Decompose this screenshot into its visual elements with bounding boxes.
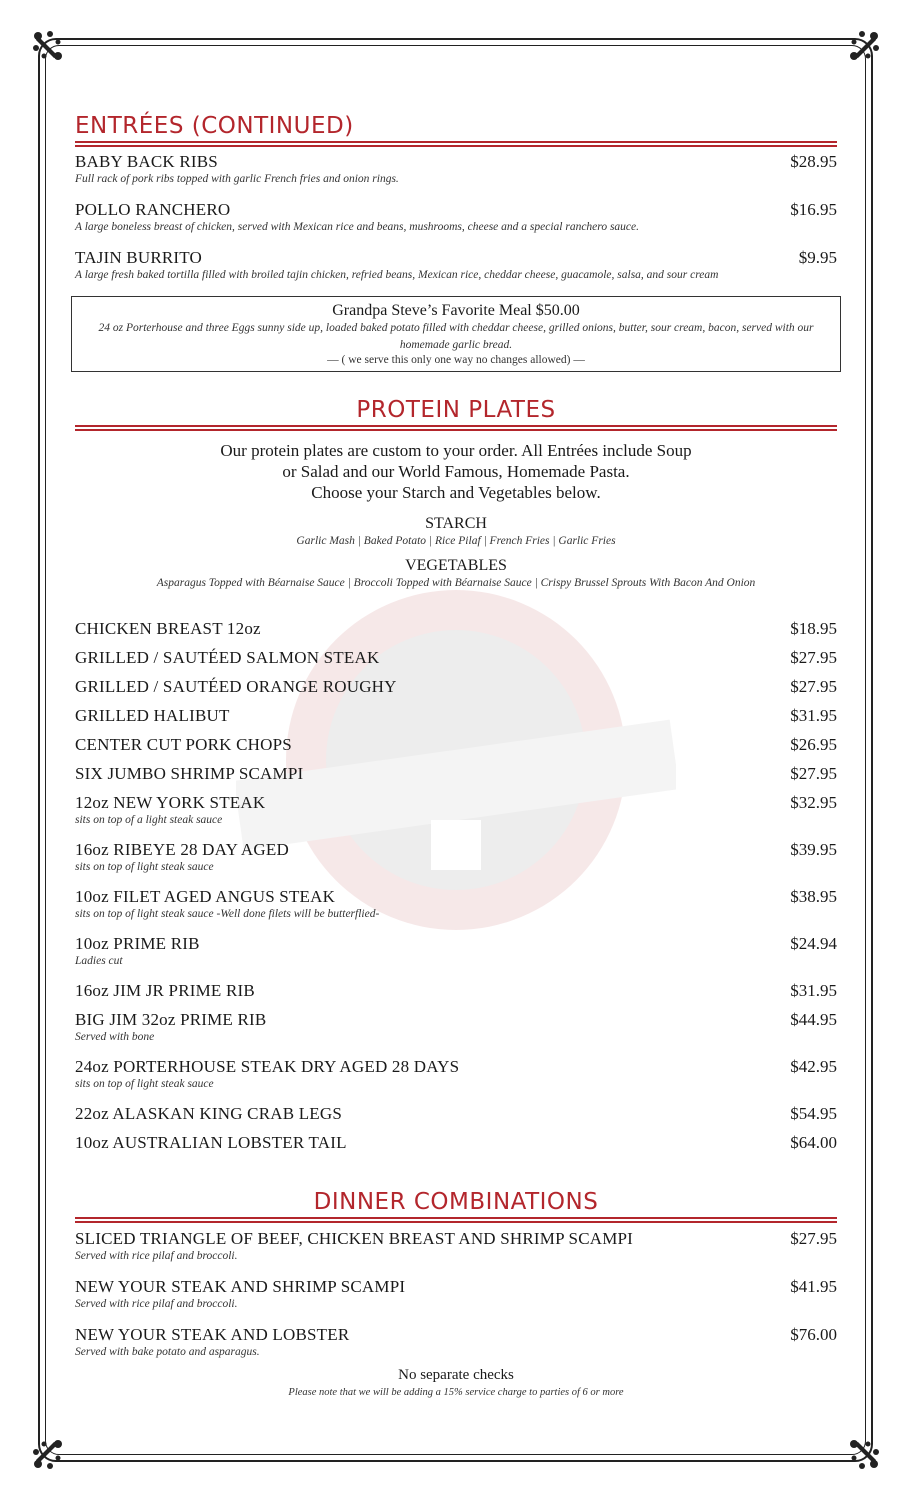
item-price: $9.95	[798, 248, 837, 267]
item-name: 10oz AUSTRALIAN LOBSTER TAIL	[75, 1133, 347, 1152]
item-name: BIG JIM 32oz PRIME RIB	[75, 1010, 267, 1029]
section-divider	[75, 425, 837, 431]
menu-item	[75, 1057, 837, 1104]
item-name: BABY BACK RIBS	[75, 152, 218, 171]
item-name: NEW YOUR STEAK AND SHRIMP SCAMPI	[75, 1277, 406, 1296]
item-description: sits on top of a light steak sauce	[75, 814, 223, 826]
item-description: A large boneless breast of chicken, served with Mexican rice and beans, mushrooms, cheese and a special ranchero sauce.	[75, 221, 640, 233]
item-name: CHICKEN BREAST 12oz	[75, 619, 261, 638]
item-price: $38.95	[790, 887, 837, 906]
footer	[75, 1367, 837, 1398]
item-price: $28.95	[790, 152, 837, 171]
menu-item	[75, 248, 837, 282]
item-price: $42.95	[790, 1057, 837, 1076]
intro-line: or Salad and our World Famous, Homemade Pasta.	[282, 462, 630, 481]
menu-item	[75, 887, 837, 934]
floral-corner-ornament-icon	[840, 26, 884, 70]
item-price: $27.95	[790, 1229, 837, 1248]
menu-item	[75, 1104, 837, 1133]
featured-meal-description: 24 oz Porterhouse and three Eggs sunny side up, loaded baked potato filled with cheddar cheese, grilled onions, butter, sour cream, bacon, served with our homemade garlic bread.	[98, 322, 814, 351]
menu-item	[75, 1229, 837, 1263]
featured-meal-box	[71, 296, 841, 372]
floral-corner-ornament-icon	[28, 26, 72, 70]
service-charge-note: Please note that we will be adding a 15% service charge to parties of 6 or more	[288, 1387, 624, 1398]
section-title: DINNER COMBINATIONS	[313, 1189, 599, 1215]
item-price: $27.95	[790, 677, 837, 696]
item-name: 16oz JIM JR PRIME RIB	[75, 981, 255, 1000]
item-description: sits on top of light steak sauce	[75, 1078, 214, 1090]
item-name: TAJIN BURRITO	[75, 248, 203, 267]
item-price: $39.95	[790, 840, 837, 859]
item-description: Served with bake potato and asparagus.	[75, 1346, 260, 1358]
item-name: 22oz ALASKAN KING CRAB LEGS	[75, 1104, 343, 1123]
item-name: POLLO RANCHERO	[75, 200, 231, 219]
protein-intro	[75, 440, 837, 503]
menu-item	[75, 1277, 837, 1311]
item-name: GRILLED / SAUTÉED ORANGE ROUGHY	[75, 677, 397, 696]
section-title: PROTEIN PLATES	[356, 397, 556, 423]
item-name: GRILLED / SAUTÉED SALMON STEAK	[75, 648, 380, 667]
item-description: Full rack of pork ribs topped with garlic French fries and onion rings.	[75, 173, 399, 185]
item-description: Ladies cut	[75, 955, 123, 967]
menu-item	[75, 735, 837, 764]
vegetables-options: Asparagus Topped with Béarnaise Sauce | Broccoli Topped with Béarnaise Sauce | Crispy Brussel Sprouts With Bacon And Onion	[156, 577, 756, 589]
menu-item	[75, 934, 837, 981]
item-name: 24oz PORTERHOUSE STEAK DRY AGED 28 DAYS	[75, 1057, 460, 1076]
item-name: NEW YOUR STEAK AND LOBSTER	[75, 1325, 350, 1344]
item-price: $32.95	[790, 793, 837, 812]
menu-item	[75, 981, 837, 1010]
menu-item	[75, 648, 837, 677]
menu-item	[75, 764, 837, 793]
item-price: $26.95	[790, 735, 837, 754]
section-divider	[75, 1217, 837, 1223]
vegetables-title: VEGETABLES	[405, 557, 507, 574]
combos-section	[75, 1188, 837, 1359]
item-price: $24.94	[790, 934, 837, 953]
item-description: Served with rice pilaf and broccoli.	[75, 1298, 238, 1310]
item-name: 12oz NEW YORK STEAK	[75, 793, 266, 812]
protein-list	[75, 619, 837, 1162]
item-name: CENTER CUT PORK CHOPS	[75, 735, 292, 754]
menu-item	[75, 1325, 837, 1359]
item-name: 16oz RIBEYE 28 DAY AGED	[75, 840, 289, 859]
floral-corner-ornament-icon	[28, 1430, 72, 1474]
item-price: $16.95	[790, 200, 837, 219]
intro-line: Choose your Starch and Vegetables below.	[311, 483, 601, 502]
item-description: Served with rice pilaf and broccoli.	[75, 1250, 238, 1262]
footer-main-note: No separate checks	[398, 1367, 514, 1383]
item-price: $27.95	[790, 764, 837, 783]
item-price: $31.95	[790, 706, 837, 725]
featured-meal-title: Grandpa Steve’s Favorite Meal $50.00	[332, 302, 580, 319]
starch-options: Garlic Mash | Baked Potato | Rice Pilaf | French Fries | Garlic Fries	[296, 535, 616, 547]
item-name: 10oz FILET AGED ANGUS STEAK	[75, 887, 336, 906]
item-name: SIX JUMBO SHRIMP SCAMPI	[75, 764, 304, 783]
section-title: ENTRÉES (CONTINUED)	[75, 113, 354, 139]
entrees-section	[75, 112, 837, 372]
item-name: 10oz PRIME RIB	[75, 934, 200, 953]
item-price: $27.95	[790, 648, 837, 667]
menu-item	[75, 1010, 837, 1057]
starch-title: STARCH	[425, 515, 487, 532]
item-description: Served with bone	[75, 1031, 155, 1043]
item-price: $44.95	[790, 1010, 837, 1029]
menu-item	[75, 619, 837, 648]
item-price: $54.95	[790, 1104, 837, 1123]
protein-section	[75, 396, 837, 1162]
floral-corner-ornament-icon	[840, 1430, 884, 1474]
intro-line: Our protein plates are custom to your order. All Entrées include Soup	[220, 441, 692, 460]
menu-item	[75, 706, 837, 735]
menu-item	[75, 677, 837, 706]
item-name: SLICED TRIANGLE OF BEEF, CHICKEN BREAST AND SHRIMP SCAMPI	[75, 1229, 634, 1248]
item-price: $41.95	[790, 1277, 837, 1296]
menu-item	[75, 1133, 837, 1162]
item-price: $76.00	[790, 1325, 837, 1344]
menu-item	[75, 793, 837, 840]
item-price: $31.95	[790, 981, 837, 1000]
menu-item	[75, 840, 837, 887]
item-description: sits on top of light steak sauce	[75, 861, 214, 873]
item-price: $18.95	[790, 619, 837, 638]
item-price: $64.00	[790, 1133, 837, 1152]
menu-item	[75, 200, 837, 234]
featured-meal-note: — ( we serve this only one way no changes allowed) —	[327, 354, 585, 366]
menu-content	[75, 112, 837, 1398]
item-description: sits on top of light steak sauce -Well done filets will be butterflied-	[75, 908, 380, 920]
item-description: A large fresh baked tortilla filled with broiled tajin chicken, refried beans, Mexican rice, cheddar cheese, guacamole, salsa, and sour cream	[75, 269, 719, 281]
section-divider	[75, 141, 837, 147]
item-name: GRILLED HALIBUT	[75, 706, 230, 725]
menu-item	[75, 152, 837, 186]
